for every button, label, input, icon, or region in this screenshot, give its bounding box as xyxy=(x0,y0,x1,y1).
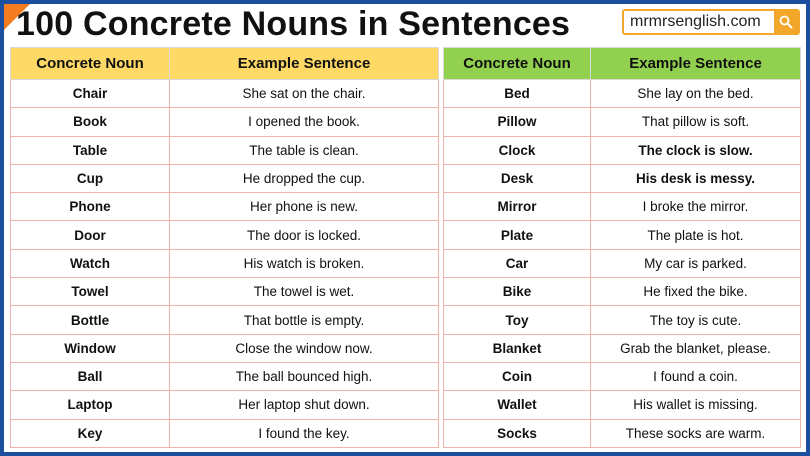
sentence-cell: Grab the blanket, please. xyxy=(591,334,801,362)
table-row xyxy=(444,391,801,419)
sentence-cell: The toy is cute. xyxy=(591,306,801,334)
noun-cell: Mirror xyxy=(444,193,591,221)
table-body xyxy=(11,80,439,448)
sentence-cell: I broke the mirror. xyxy=(591,193,801,221)
brand-search-box[interactable] xyxy=(622,9,800,35)
table-row xyxy=(11,108,439,136)
nouns-table-right xyxy=(443,47,801,448)
noun-cell: Toy xyxy=(444,306,591,334)
table-header-row xyxy=(444,48,801,80)
header-concrete-noun: Concrete Noun xyxy=(444,48,591,80)
table-row xyxy=(11,193,439,221)
table-row xyxy=(11,419,439,447)
sentence-cell: That pillow is soft. xyxy=(591,108,801,136)
table-row xyxy=(11,334,439,362)
sentence-cell: His desk is messy. xyxy=(591,164,801,192)
noun-cell: Phone xyxy=(11,193,170,221)
sentence-cell: Close the window now. xyxy=(170,334,439,362)
sentence-cell: She lay on the bed. xyxy=(591,80,801,108)
noun-cell: Bed xyxy=(444,80,591,108)
table-row xyxy=(444,334,801,362)
sentence-cell: My car is parked. xyxy=(591,249,801,277)
sentence-cell: The plate is hot. xyxy=(591,221,801,249)
noun-cell: Door xyxy=(11,221,170,249)
table-row xyxy=(444,419,801,447)
sentence-cell: I opened the book. xyxy=(170,108,439,136)
table-row xyxy=(11,306,439,334)
noun-cell: Book xyxy=(11,108,170,136)
sentence-cell: I found the key. xyxy=(170,419,439,447)
table-row xyxy=(444,306,801,334)
table-row xyxy=(11,221,439,249)
noun-cell: Cup xyxy=(11,164,170,192)
noun-cell: Chair xyxy=(11,80,170,108)
table-row xyxy=(11,249,439,277)
noun-cell: Table xyxy=(11,136,170,164)
table-row xyxy=(11,80,439,108)
table-row xyxy=(444,193,801,221)
noun-cell: Bike xyxy=(444,278,591,306)
sentence-cell: These socks are warm. xyxy=(591,419,801,447)
table-row xyxy=(11,278,439,306)
sentence-cell: The clock is slow. xyxy=(591,136,801,164)
table-row xyxy=(11,164,439,192)
sentence-cell: The door is locked. xyxy=(170,221,439,249)
noun-cell: Window xyxy=(11,334,170,362)
table-row xyxy=(444,136,801,164)
table-header-row xyxy=(11,48,439,80)
sentence-cell: His wallet is missing. xyxy=(591,391,801,419)
sentence-cell: His watch is broken. xyxy=(170,249,439,277)
noun-cell: Pillow xyxy=(444,108,591,136)
sentence-cell: She sat on the chair. xyxy=(170,80,439,108)
table-row xyxy=(11,391,439,419)
table-row xyxy=(11,362,439,390)
table-row xyxy=(444,278,801,306)
table-row xyxy=(444,362,801,390)
table-row xyxy=(444,80,801,108)
table-body xyxy=(444,80,801,448)
noun-cell: Ball xyxy=(11,362,170,390)
nouns-table-left xyxy=(10,47,439,448)
table-row xyxy=(444,108,801,136)
noun-cell: Clock xyxy=(444,136,591,164)
noun-cell: Towel xyxy=(11,278,170,306)
sentence-cell: The towel is wet. xyxy=(170,278,439,306)
noun-cell: Car xyxy=(444,249,591,277)
page-title: 100 Concrete Nouns in Sentences xyxy=(16,5,571,43)
sentence-cell: He dropped the cup. xyxy=(170,164,439,192)
noun-cell: Bottle xyxy=(11,306,170,334)
header-concrete-noun: Concrete Noun xyxy=(11,48,170,80)
sentence-cell: Her laptop shut down. xyxy=(170,391,439,419)
sentence-cell: The table is clean. xyxy=(170,136,439,164)
brand-url: mrmrsenglish.com xyxy=(630,13,761,30)
noun-cell: Watch xyxy=(11,249,170,277)
noun-cell: Key xyxy=(11,419,170,447)
sentence-cell: He fixed the bike. xyxy=(591,278,801,306)
header-example-sentence: Example Sentence xyxy=(591,48,801,80)
sentence-cell: I found a coin. xyxy=(591,362,801,390)
noun-cell: Laptop xyxy=(11,391,170,419)
search-icon[interactable] xyxy=(774,11,798,33)
noun-cell: Plate xyxy=(444,221,591,249)
table-row xyxy=(444,221,801,249)
sentence-cell: Her phone is new. xyxy=(170,193,439,221)
sentence-cell: That bottle is empty. xyxy=(170,306,439,334)
noun-cell: Wallet xyxy=(444,391,591,419)
table-row xyxy=(11,136,439,164)
sentence-cell: The ball bounced high. xyxy=(170,362,439,390)
table-row xyxy=(444,164,801,192)
noun-cell: Desk xyxy=(444,164,591,192)
table-row xyxy=(444,249,801,277)
header-example-sentence: Example Sentence xyxy=(170,48,439,80)
noun-cell: Coin xyxy=(444,362,591,390)
noun-cell: Blanket xyxy=(444,334,591,362)
noun-cell: Socks xyxy=(444,419,591,447)
